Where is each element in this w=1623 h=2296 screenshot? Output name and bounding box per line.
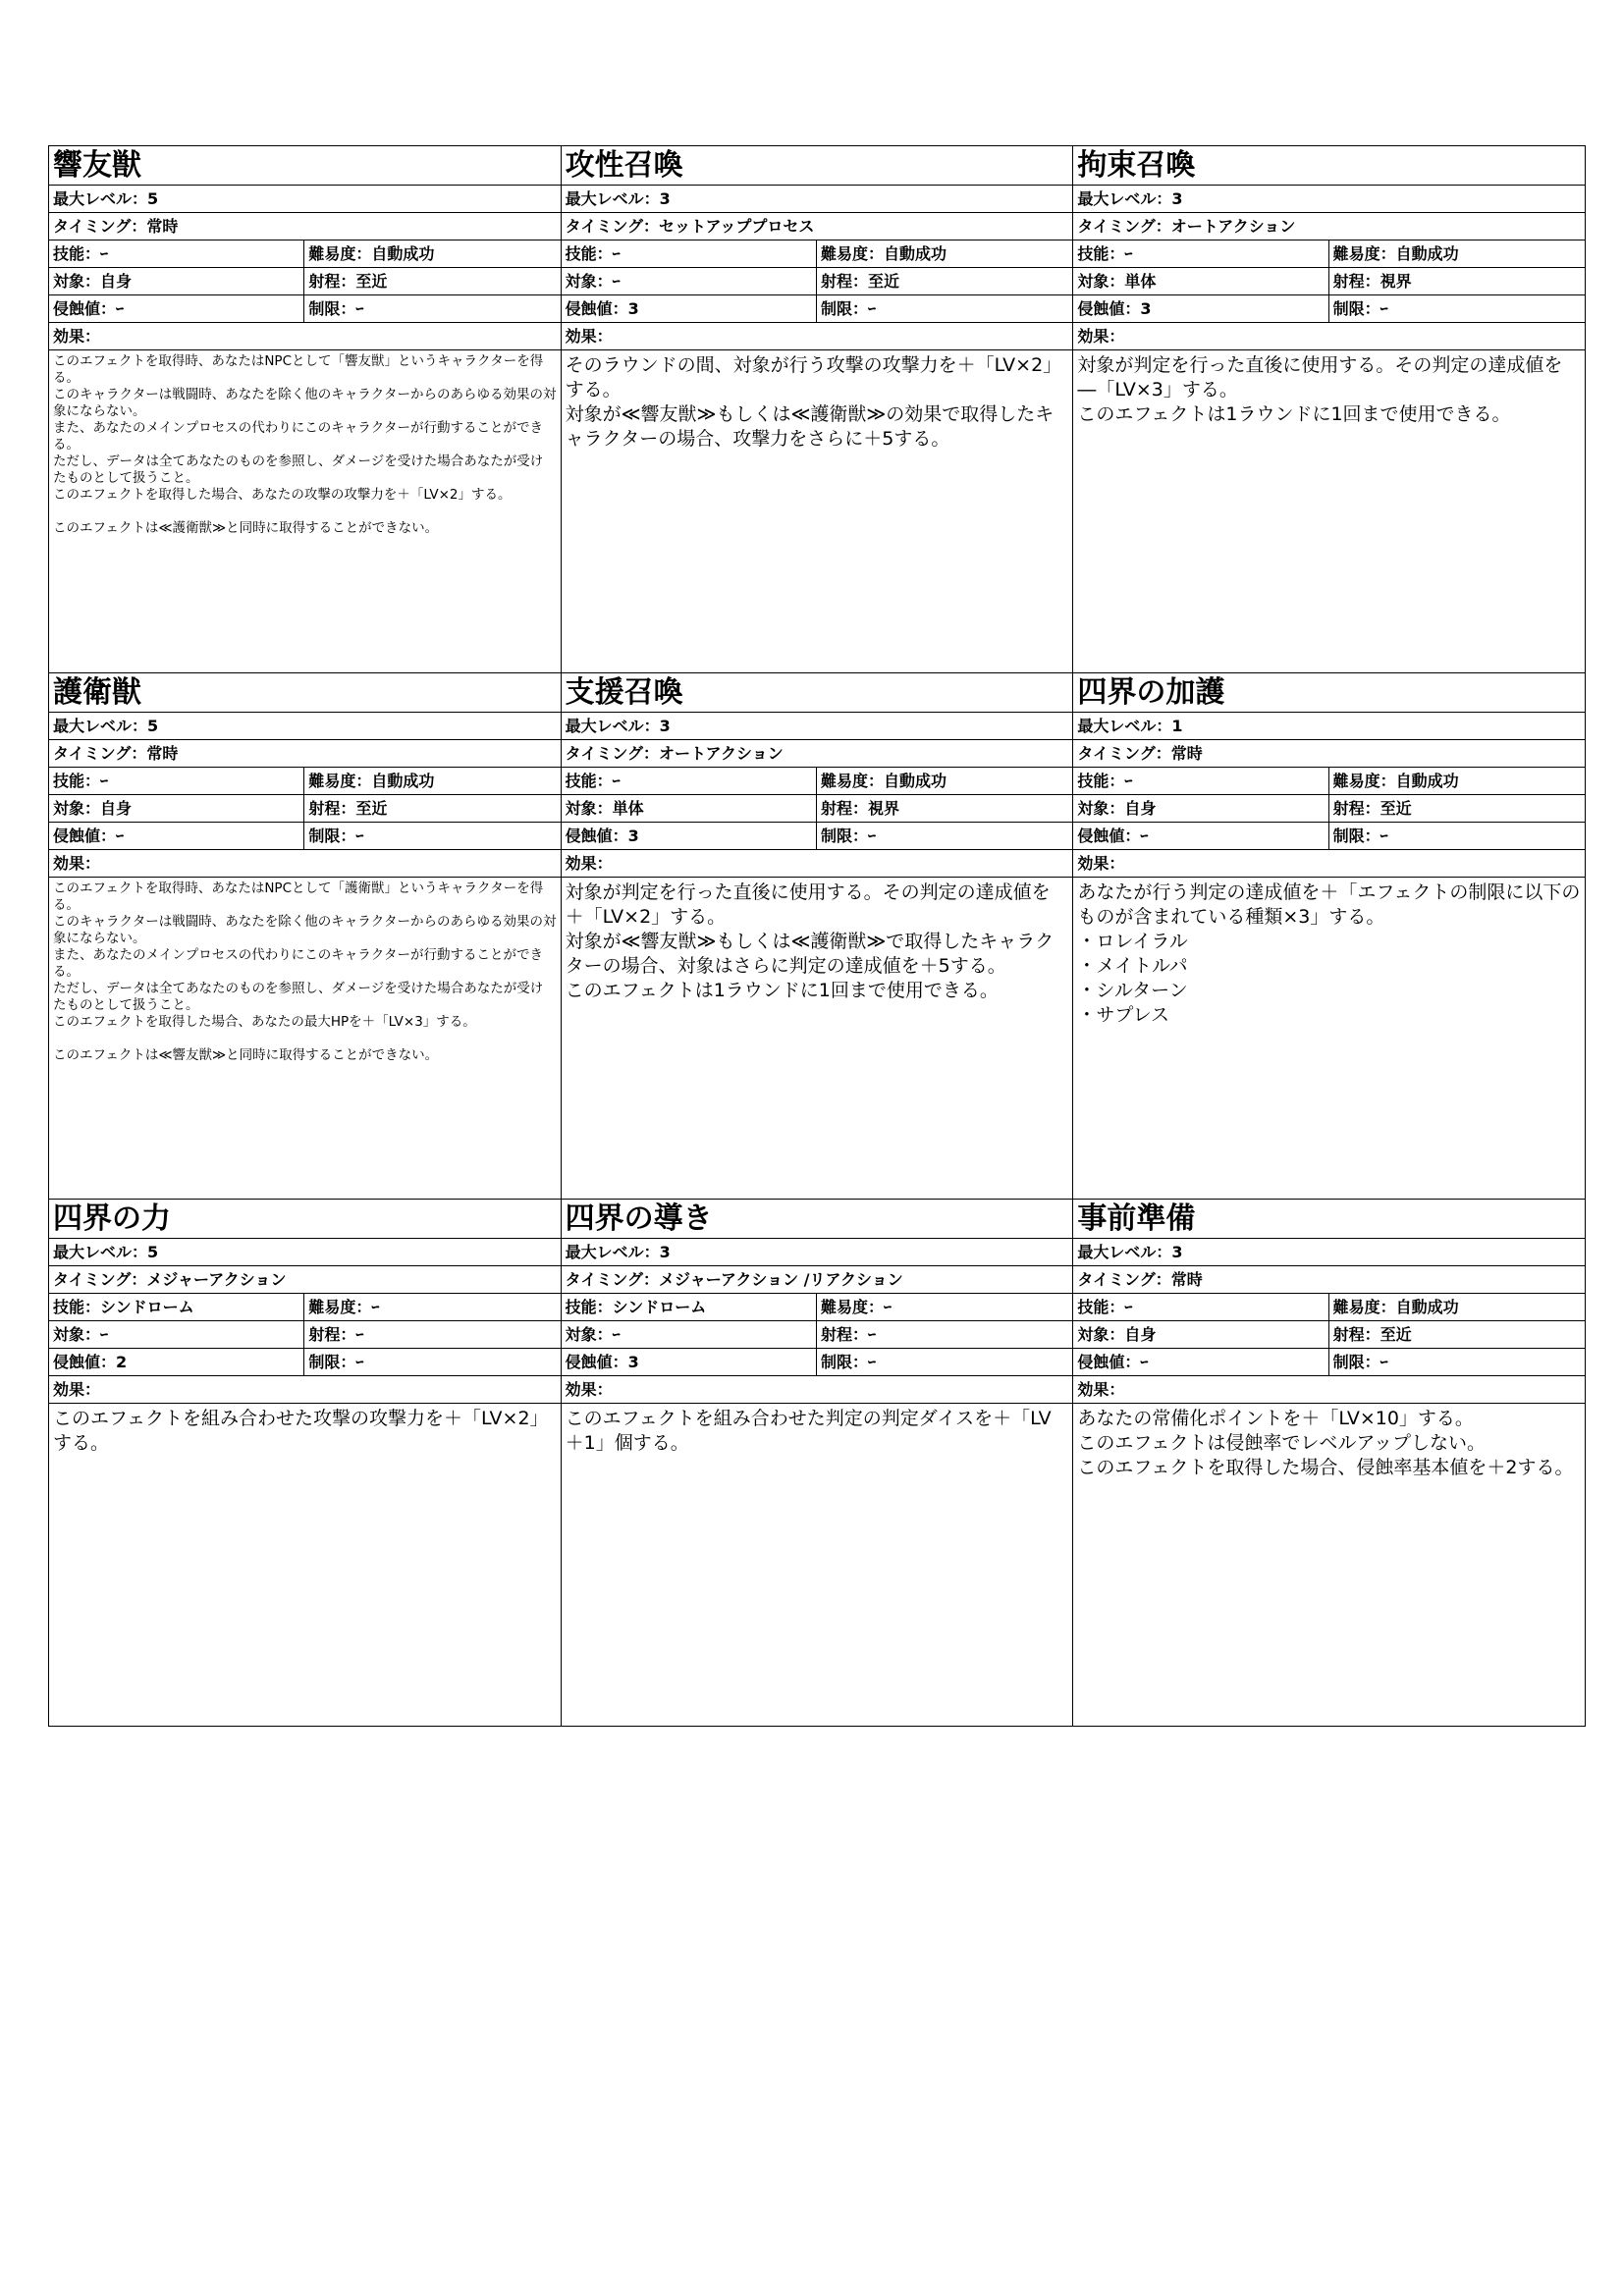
card-effect-text: このエフェクトを組み合わせた攻撃の攻撃力を＋「LV×2」する。 <box>53 1408 549 1455</box>
card-effect-text: 対象が判定を行った直後に使用する。その判定の達成値を＋「LV×2」する。 対象が≪響友獣≫もしくは≪護衛獣≫で取得したキャラクターの場合、対象はさらに判定の達成値を＋5する。 このエフェクトは1ラウンドに1回まで使用できる。 <box>565 881 1055 1001</box>
card-erosion-row <box>1073 1349 1585 1376</box>
card-difficulty: 難易度：自動成功 <box>820 771 947 790</box>
card-title: 事前準備 <box>1073 1200 1585 1239</box>
card-max-level: 最大レベル：3 <box>562 713 1073 740</box>
card-target: 対象：自身 <box>49 268 304 294</box>
card-skill: 技能：ｰ <box>562 768 817 794</box>
effect-card-shien-shoukan <box>562 673 1074 1201</box>
card-title: 四界の導き <box>562 1200 1073 1239</box>
card-range: 射程：至近 <box>308 272 388 291</box>
card-effect-label: 効果： <box>562 323 1073 350</box>
card-skill: 技能：シンドローム <box>562 1294 817 1320</box>
card-timing: タイミング：常時 <box>1073 1266 1585 1294</box>
card-max-level: 最大レベル：3 <box>562 186 1073 213</box>
card-effect-label: 効果： <box>49 850 561 878</box>
card-target: 対象：単体 <box>1073 268 1328 294</box>
card-erosion-row <box>1073 823 1585 850</box>
card-timing: タイミング：常時 <box>49 740 561 768</box>
card-effect-text: このエフェクトを取得時、あなたはNPCとして「護衛獣」というキャラクターを得る。 このキャラクターは戦闘時、あなたを除く他のキャラクターからのあらゆる効果の対象にならない。 また、あなたのメインプロセスの代わりにこのキャラクターが行動することができる。 ただし、データは全てあなたのものを参照し、ダメージを受けた場合あなたが受けたものとして扱うこと。 このエフェクトを取得した場合、あなたの最大HPを＋「LV×3」する。 このエフェクトは≪響友獣≫と同時に取得することができない。 <box>53 880 557 1063</box>
card-target: 対象：単体 <box>562 795 817 822</box>
card-title: 護衛獣 <box>49 673 561 713</box>
card-skill: 技能：ｰ <box>1073 1294 1328 1320</box>
card-erosion: 侵蝕値：ｰ <box>1073 1349 1328 1375</box>
card-skill-row <box>49 1294 561 1321</box>
card-range: 射程：至近 <box>820 272 899 291</box>
card-skill: 技能：ｰ <box>1073 240 1328 267</box>
card-erosion-row <box>562 295 1073 323</box>
card-limit: 制限：ｰ <box>1332 1353 1388 1372</box>
card-skill: 技能：ｰ <box>49 240 304 267</box>
card-timing: タイミング：常時 <box>49 213 561 240</box>
card-limit: 制限：ｰ <box>820 1353 876 1372</box>
effect-card-jizen-junbi <box>1073 1200 1586 1727</box>
card-erosion: 侵蝕値：ｰ <box>49 823 304 849</box>
effect-card-grid <box>48 145 1586 1727</box>
card-effect-label: 効果： <box>562 1376 1073 1404</box>
card-timing: タイミング：オートアクション <box>1073 213 1585 240</box>
card-difficulty: 難易度：ｰ <box>820 1298 892 1317</box>
card-target-row <box>562 1321 1073 1349</box>
card-target: 対象：自身 <box>1073 795 1328 822</box>
card-target: 対象：ｰ <box>49 1321 304 1348</box>
card-skill-row <box>49 240 561 268</box>
card-target: 対象：自身 <box>1073 1321 1328 1348</box>
card-range: 射程：ｰ <box>820 1325 876 1345</box>
card-erosion-row <box>562 1349 1073 1376</box>
card-effect-text: あなたが行う判定の達成値を＋「エフェクトの制限に以下のものが含まれている種類×3」する。 ・ロレイラル ・メイトルパ ・シルターン ・サプレス <box>1077 881 1581 1026</box>
card-erosion: 侵蝕値：3 <box>562 1349 817 1375</box>
card-skill-row <box>1073 1294 1585 1321</box>
card-range: 射程：至近 <box>1332 798 1412 818</box>
card-skill-row <box>1073 768 1585 795</box>
card-erosion: 侵蝕値：3 <box>562 295 817 322</box>
card-skill: 技能：シンドローム <box>49 1294 304 1320</box>
card-timing: タイミング：オートアクション <box>562 740 1073 768</box>
card-effect-text: そのラウンドの間、対象が行う攻撃の攻撃力を＋「LV×2」する。 対象が≪響友獣≫もしくは≪護衛獣≫の効果で取得したキャラクターの場合、攻撃力をさらに＋5する。 <box>565 354 1062 450</box>
card-erosion: 侵蝕値：3 <box>562 823 817 849</box>
card-title: 四界の力 <box>49 1200 561 1239</box>
card-erosion: 侵蝕値：2 <box>49 1349 304 1375</box>
card-erosion-row <box>49 823 561 850</box>
effect-card-shikai-no-michibiki <box>562 1200 1074 1727</box>
card-target-row <box>562 795 1073 823</box>
card-effect-text: このエフェクトを組み合わせた判定の判定ダイスを＋「LV＋1」個する。 <box>565 1408 1052 1455</box>
effect-card-kousei-shoukan <box>562 146 1074 673</box>
card-title: 響友獣 <box>49 146 561 186</box>
card-target: 対象：自身 <box>49 795 304 822</box>
card-erosion-row <box>562 823 1073 850</box>
card-target-row <box>49 1321 561 1349</box>
card-max-level: 最大レベル：5 <box>49 186 561 213</box>
card-skill-row <box>562 1294 1073 1321</box>
card-target-row <box>1073 1321 1585 1349</box>
card-timing: タイミング：メジャーアクション /リアクション <box>562 1266 1073 1294</box>
card-target-row <box>49 795 561 823</box>
card-effect-label: 効果： <box>562 850 1073 878</box>
card-skill: 技能：ｰ <box>1073 768 1328 794</box>
card-target: 対象：ｰ <box>562 268 817 294</box>
card-limit: 制限：ｰ <box>308 299 364 318</box>
card-max-level: 最大レベル：5 <box>49 1239 561 1266</box>
card-limit: 制限：ｰ <box>820 826 876 845</box>
card-skill-row <box>562 240 1073 268</box>
card-erosion-row <box>1073 295 1585 323</box>
card-range: 射程：視界 <box>1332 272 1412 291</box>
card-difficulty: 難易度：自動成功 <box>1332 244 1459 263</box>
card-erosion: 侵蝕値：ｰ <box>1073 823 1328 849</box>
card-range: 射程：視界 <box>820 798 899 818</box>
card-target-row <box>1073 795 1585 823</box>
card-limit: 制限：ｰ <box>1332 299 1388 318</box>
card-target-row <box>562 268 1073 295</box>
card-max-level: 最大レベル：3 <box>1073 1239 1585 1266</box>
card-range: 射程：至近 <box>1332 1325 1412 1345</box>
card-limit: 制限：ｰ <box>308 826 364 845</box>
card-difficulty: 難易度：自動成功 <box>308 244 435 263</box>
card-erosion: 侵蝕値：ｰ <box>49 295 304 322</box>
card-difficulty: 難易度：自動成功 <box>1332 1298 1459 1317</box>
card-timing: タイミング：セットアッププロセス <box>562 213 1073 240</box>
card-effect-label: 効果： <box>49 323 561 350</box>
card-limit: 制限：ｰ <box>820 299 876 318</box>
card-skill-row <box>49 768 561 795</box>
card-range: 射程：ｰ <box>308 1325 364 1345</box>
card-skill: 技能：ｰ <box>49 768 304 794</box>
card-title: 四界の加護 <box>1073 673 1585 713</box>
card-effect-label: 効果： <box>1073 850 1585 878</box>
card-skill-row <box>562 768 1073 795</box>
card-target-row <box>1073 268 1585 295</box>
card-title: 支援召喚 <box>562 673 1073 713</box>
card-erosion-row <box>49 295 561 323</box>
card-difficulty: 難易度：自動成功 <box>1332 771 1459 790</box>
card-max-level: 最大レベル：5 <box>49 713 561 740</box>
card-timing: タイミング：メジャーアクション <box>49 1266 561 1294</box>
card-max-level: 最大レベル：3 <box>562 1239 1073 1266</box>
effect-card-kousoku-shoukan <box>1073 146 1586 673</box>
card-target-row <box>49 268 561 295</box>
card-target: 対象：ｰ <box>562 1321 817 1348</box>
card-difficulty: 難易度：自動成功 <box>820 244 947 263</box>
card-skill: 技能：ｰ <box>562 240 817 267</box>
effect-card-goeijuu <box>49 673 562 1201</box>
card-effect-text: あなたの常備化ポイントを＋「LV×10」する。 このエフェクトは侵蝕率でレベルアップしない。 このエフェクトを取得した場合、侵蝕率基本値を＋2する。 <box>1077 1408 1574 1479</box>
card-difficulty: 難易度：自動成功 <box>308 771 435 790</box>
effect-card-kyouyuujuu <box>49 146 562 673</box>
card-skill-row <box>1073 240 1585 268</box>
card-effect-label: 効果： <box>1073 1376 1585 1404</box>
effect-card-shikai-no-kago <box>1073 673 1586 1201</box>
card-limit: 制限：ｰ <box>1332 826 1388 845</box>
card-max-level: 最大レベル：3 <box>1073 186 1585 213</box>
card-limit: 制限：ｰ <box>308 1353 364 1372</box>
card-title: 拘束召喚 <box>1073 146 1585 186</box>
card-effect-text: このエフェクトを取得時、あなたはNPCとして「響友獣」というキャラクターを得る。 このキャラクターは戦闘時、あなたを除く他のキャラクターからのあらゆる効果の対象にならない。 また、あなたのメインプロセスの代わりにこのキャラクターが行動することができる。 ただし、データは全てあなたのものを参照し、ダメージを受けた場合あなたが受けたものとして扱うこと。 このエフェクトを取得した場合、あなたの攻撃の攻撃力を＋「LV×2」する。 このエフェクトは≪護衛獣≫と同時に取得することができない。 <box>53 353 557 536</box>
card-max-level: 最大レベル：1 <box>1073 713 1585 740</box>
card-difficulty: 難易度：ｰ <box>308 1298 380 1317</box>
effect-card-shikai-no-chikara <box>49 1200 562 1727</box>
card-timing: タイミング：常時 <box>1073 740 1585 768</box>
card-range: 射程：至近 <box>308 798 388 818</box>
card-title: 攻性召喚 <box>562 146 1073 186</box>
card-effect-label: 効果： <box>1073 323 1585 350</box>
card-erosion: 侵蝕値：3 <box>1073 295 1328 322</box>
card-effect-text: 対象が判定を行った直後に使用する。その判定の達成値を―「LV×3」する。 このエフェクトは1ラウンドに1回まで使用できる。 <box>1077 354 1563 425</box>
card-erosion-row <box>49 1349 561 1376</box>
card-effect-label: 効果： <box>49 1376 561 1404</box>
